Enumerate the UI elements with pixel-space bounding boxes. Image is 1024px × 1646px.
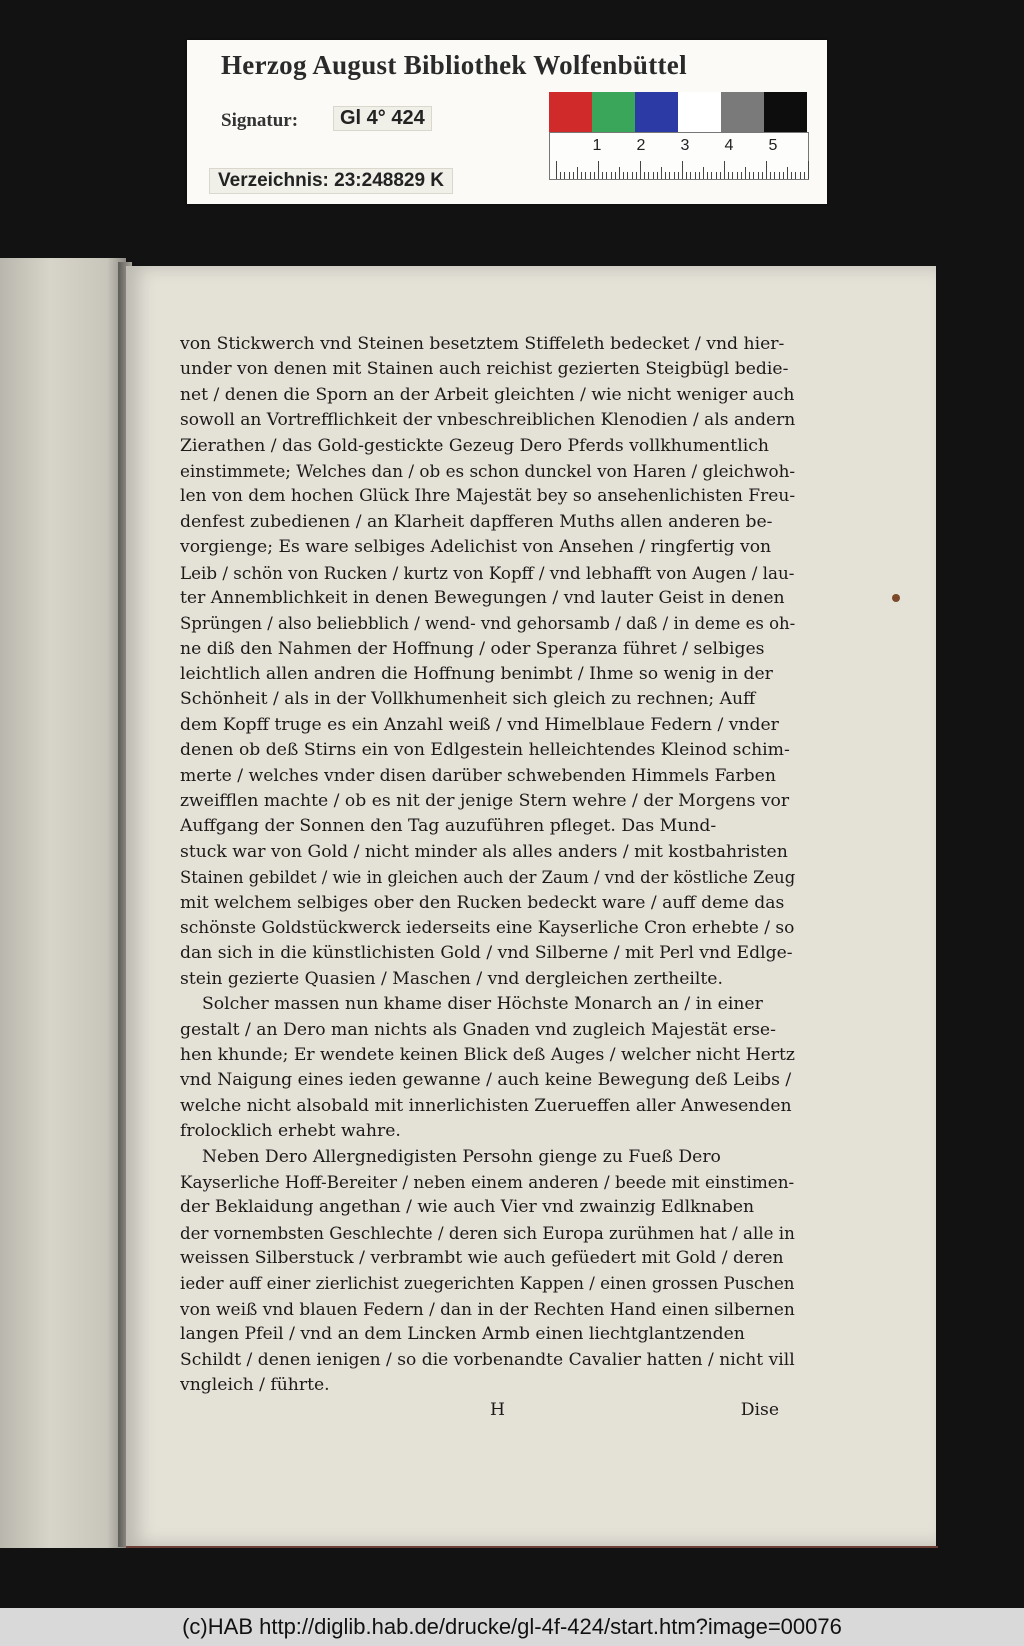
text-line: welche nicht alsobald mit innerlichisten Zuerueffen aller Anwesenden	[180, 1095, 792, 1116]
scale-tick	[665, 172, 666, 179]
scale-tick	[808, 161, 809, 179]
text-line: schönste Goldstückwerck iederseits eine Kayserliche Cron erhebte / so	[180, 917, 795, 938]
scale-tick	[795, 172, 796, 179]
scale-tick	[590, 172, 591, 179]
scale-tick	[804, 172, 805, 179]
scale-tick	[648, 172, 649, 179]
scale-tick	[695, 172, 696, 179]
text-line: leichtlich allen andren die Hoffnung benimbt / Ihme so wenig in der	[180, 664, 773, 685]
scale-tick	[636, 172, 637, 179]
text-line: vnd Naigung eines ieden gewanne / auch keine Bewegung deß Leibs /	[180, 1070, 792, 1091]
text-line: dem Kopff truge es ein Anzahl weiß / vnd Himelblaue Federn / vnder	[180, 714, 779, 735]
library-name: Herzog August Bibliothek Wolfenbüttel	[221, 50, 687, 80]
text-line: frolocklich erhebt wahre.	[180, 1121, 401, 1142]
scale-tick	[615, 172, 616, 179]
scale-tick	[699, 172, 700, 179]
text-line: von Stickwerch vnd Steinen besetztem Stiffeleth bedecket / vnd hier-	[180, 334, 785, 354]
scale-tick	[560, 172, 561, 179]
scale-tick	[573, 172, 574, 179]
text-line: Sprüngen / also beliebblich / wend- vnd gehorsamb / daß / in deme es oh-	[180, 614, 795, 634]
text-line: net / denen die Sporn an der Arbeit gleichten / wie nicht weniger auch	[180, 384, 795, 405]
scale-number: 2	[636, 137, 646, 154]
text-line: langen Pfeil / vnd an dem Lincken Armb einen liechtglantzenden	[180, 1324, 745, 1345]
scale-tick	[728, 172, 729, 179]
scale-tick	[674, 172, 675, 179]
scale-tick	[762, 172, 763, 179]
scale-tick	[707, 172, 708, 179]
text-line: ter Annemblichkeit in denen Bewegungen / vnd lauter Geist in denen	[180, 587, 785, 608]
scale-tick	[585, 172, 586, 179]
scale-tick	[720, 172, 721, 179]
scale-number: 4	[724, 137, 734, 154]
scale-tick	[594, 172, 595, 179]
scale-number: 3	[680, 137, 690, 154]
scale-tick	[602, 172, 603, 179]
text-line: mit welchem selbiges ober den Rucken bedeckt ware / auff deme das	[180, 892, 785, 913]
signatur-label: Signatur:	[221, 110, 299, 131]
scale-tick	[690, 172, 691, 179]
text-line: len von dem hochen Glück Ihre Majestät bey so ansehenlichisten Freu-	[180, 486, 795, 507]
text-line: Schildt / denen ienigen / so die vorbenandte Cavalier hatten / nicht vill	[180, 1349, 795, 1370]
text-line: vngleich / führte.	[180, 1375, 330, 1396]
scale-tick	[657, 172, 658, 179]
scale-tick	[564, 172, 565, 179]
text-line: hen khunde; Er wendete keinen Blick deß Auges / welcher nicht Hertz	[180, 1044, 795, 1065]
scale-tick	[640, 161, 641, 179]
color-swatch	[635, 92, 678, 132]
scale-tick	[581, 172, 582, 179]
text-line: Auffgang der Sonnen den Tag auzuführen pfleget. Das Mund-	[180, 816, 717, 837]
scale-tick	[703, 167, 704, 179]
text-line: Solcher massen nun khame diser Höchste Monarch an / in einer	[202, 994, 763, 1015]
scale-tick	[627, 172, 628, 179]
copyright-footer: (c)HAB http://diglib.hab.de/drucke/gl-4f-424/start.htm?image=00076	[0, 1608, 1024, 1646]
scale-tick	[644, 172, 645, 179]
text-line: zweifflen machte / ob es nit der jenige Stern wehre / der Morgens vor	[180, 791, 790, 812]
scale-tick	[791, 172, 792, 179]
text-line: dan sich in die künstlichisten Gold / vnd Silberne / mit Perl vnd Edlge-	[180, 943, 793, 964]
text-line: merte / welches vnder disen darüber schwebenden Himmels Farben	[180, 765, 776, 786]
page-text	[180, 332, 795, 1424]
text-line: einstimmete; Welches dan / ob es schon dunckel von Haren / gleichwoh-	[180, 460, 795, 481]
text-line: der vornembsten Geschlechte / deren sich Europa zurühmen hat / alle in	[180, 1223, 795, 1243]
scale-tick	[577, 167, 578, 179]
scale-tick	[783, 172, 784, 179]
centimeter-scale	[549, 132, 809, 180]
book-page	[126, 266, 936, 1546]
text-line: gestalt / an Dero man nichts als Gnaden vnd zugleich Majestät erse-	[180, 1019, 776, 1040]
color-swatch	[721, 92, 764, 132]
text-line: Stainen gebildet / wie in gleichen auch der Zaum / vnd der köstliche Zeug	[180, 868, 795, 888]
catchword: Dise	[740, 1400, 779, 1421]
scale-tick	[800, 172, 801, 179]
signature-line	[180, 1398, 795, 1423]
paper-stain	[892, 594, 900, 602]
scale-tick	[787, 167, 788, 179]
signatur-value: Gl 4° 424	[333, 106, 432, 131]
scale-tick	[724, 161, 725, 179]
scale-tick	[711, 172, 712, 179]
scale-tick	[766, 161, 767, 179]
text-line: stuck war von Gold / nicht minder als alles anders / mit kostbahristen	[180, 841, 788, 862]
scale-tick	[669, 172, 670, 179]
scale-tick	[556, 161, 557, 179]
scale-number: 1	[592, 137, 602, 154]
text-line: stein gezierte Quasien / Maschen / vnd dergleichen zertheilte.	[180, 968, 723, 989]
color-swatch	[764, 92, 807, 132]
text-line: Leib / schön von Rucken / kurtz von Kopff / vnd lebhafft von Augen / lau-	[180, 562, 795, 583]
color-calibration-swatches	[549, 92, 807, 132]
scale-tick	[606, 172, 607, 179]
scale-tick	[686, 172, 687, 179]
scale-tick	[749, 172, 750, 179]
text-line: von weiß vnd blauen Federn / dan in der Rechten Hand einen silbernen	[180, 1298, 795, 1319]
scale-tick	[770, 172, 771, 179]
text-line: denen ob deß Stirns ein von Edlgestein helleichtendes Kleinod schim-	[180, 740, 790, 761]
scale-tick	[569, 172, 570, 179]
text-line: vorgienge; Es ware selbiges Adelichist von Ansehen / ringfertig von	[180, 537, 772, 558]
color-swatch	[592, 92, 635, 132]
text-line: Zierathen / das Gold-gestickte Gezeug Dero Pferds vollkhumentlich	[180, 435, 769, 456]
scale-tick	[758, 172, 759, 179]
text-line: denfest zubedienen / an Klarheit dapfferen Muths allen anderen be-	[180, 511, 773, 532]
text-line: ne diß den Nahmen der Hoffnung / oder Speranza führet / selbiges	[180, 638, 765, 659]
text-line: under von denen mit Stainen auch reichist gezierten Steigbügl bedie-	[180, 359, 789, 380]
scale-tick	[619, 167, 620, 179]
scale-tick	[678, 172, 679, 179]
scale-number: 5	[768, 137, 778, 154]
scale-tick	[661, 167, 662, 179]
scale-tick	[632, 172, 633, 179]
text-line: weissen Silberstuck / verbrambt wie auch gefüedert mit Gold / deren	[180, 1248, 784, 1269]
color-swatch	[678, 92, 721, 132]
text-line: der Beklaidung angethan / wie auch Vier vnd zwainzig Edlknaben	[180, 1197, 755, 1218]
scale-tick	[732, 172, 733, 179]
scale-tick	[653, 172, 654, 179]
color-swatch	[549, 92, 592, 132]
scale-tick	[753, 172, 754, 179]
scale-tick	[611, 172, 612, 179]
scale-tick	[779, 172, 780, 179]
signature-mark: H	[490, 1400, 505, 1421]
scale-tick	[745, 167, 746, 179]
scale-tick	[598, 161, 599, 179]
page-bottom-edge	[126, 1546, 938, 1548]
left-page-edge	[0, 258, 126, 1548]
text-line: ieder auff einer zierlichist zuegerichten Kappen / einen grossen Puschen	[180, 1274, 795, 1294]
verzeichnis-label: Verzeichnis: 23:248829 K	[209, 168, 453, 194]
text-line: Neben Dero Allergnedigisten Persohn gienge zu Fueß Dero	[202, 1146, 721, 1167]
scale-tick	[682, 161, 683, 179]
scale-tick	[716, 172, 717, 179]
text-line: Schönheit / als in der Vollkhumenheit sich gleich zu rechnen; Auff	[180, 689, 756, 710]
scale-tick	[741, 172, 742, 179]
scale-tick	[737, 172, 738, 179]
text-line: Kayserliche Hoff-Bereiter / neben einem anderen / beede mit einstimen-	[180, 1171, 795, 1192]
library-slip	[187, 40, 827, 204]
scale-tick	[774, 172, 775, 179]
text-line: sowoll an Vortrefflichkeit der vnbeschreiblichen Klenodien / als andern	[180, 410, 795, 431]
scale-tick	[623, 172, 624, 179]
